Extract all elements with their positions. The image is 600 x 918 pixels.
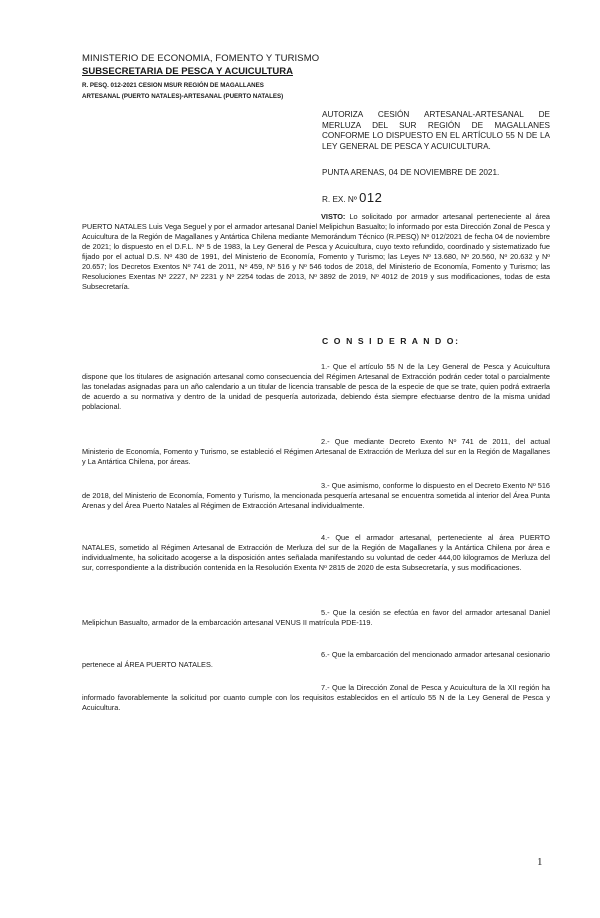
considerando-4 bbox=[82, 533, 550, 573]
visto-text: Lo solicitado por armador artesanal perteneciente al área PUERTO NATALES Luis Vega Seguel y por el armador artesanal Daniel Melipichun Basualto; lo informado por esta Dirección Zonal de Pesca y Acuicultura de la Región de Magallanes y Antártica Chilena mediante Memorándum Técnico (R.PESQ) Nº 012/2021 de fecha 04 de noviembre de 2021; lo dispuesto en el D.F.L. Nº 5 de 1983, la Ley General de Pesca y Acuicultura, cuyo texto refundido, coordinado y sistematizado fue fijado por el actual D.S. Nº 430 de 1991, del Ministerio de Economía, Fomento y Turismo; las Leyes Nº 13.680, Nº 20.560, Nº 20.632 y Nº 20.657; los Decretos Exentos Nº 741 de 2011, Nº 459, Nº 516 y Nº 546 todos de 2018, del Ministerio de Economía, Fomento y Turismo; las Resoluciones Exentas Nº 2227, Nº 2231 y Nº 2254 todas de 2013, Nº 3892 de 2019, Nº 4012 de 2019 y sus modificaciones, todas de esta Subsecretaría. bbox=[82, 212, 551, 292]
visto-section bbox=[82, 212, 550, 292]
subsecretaria-name: SUBSECRETARIA DE PESCA Y ACUICULTURA bbox=[82, 66, 293, 77]
letterhead bbox=[82, 53, 342, 102]
considerando-text: 2.- Que mediante Decreto Exento Nº 741 de 2011, del actual Ministerio de Economía, Fomento y Turismo, se estableció el Régimen Artesanal de Extracción de Merluza del sur en la Región de Magallanes y La Antártica Chilena, por áreas. bbox=[82, 437, 550, 467]
considerando-text: 7.- Que la Dirección Zonal de Pesca y Acuicultura de la XII región ha informado favorablemente la solicitud por cuanto cumple con los requisitos establecidos en el artículo 55 N de la Ley General de Pesca y Acuicultura. bbox=[82, 683, 550, 713]
visto-label: VISTO: bbox=[321, 212, 346, 221]
considerando-text: 1.- Que el artículo 55 N de la Ley General de Pesca y Acuicultura dispone que los titulares de asignación artesanal como consecuencia del Régimen Artesanal de Extracción podrán ceder total o parcialmente las toneladas asignadas para un año calendario a un titular de licencia transable de pesca de la especie de que se trate, quien podrá extraerla de acuerdo a su normativa y dentro de la unidad de pesquería autorizada, debiendo ésta siempre efectuarse dentro de la misma unidad poblacional. bbox=[82, 362, 550, 412]
considerando-5 bbox=[82, 608, 550, 628]
resolution-number-value: 012 bbox=[359, 190, 383, 205]
considerando-1 bbox=[82, 362, 550, 412]
considerando-text: 4.- Que el armador artesanal, perteneciente al área PUERTO NATALES, sometido al Régimen Artesanal de Extracción de Merluza del sur de la Región de Magallanes y la Antártica Chilena por área e individualmente, ha solicitado acogerse a la disposición antes señalada manifestando su voluntad de ceder 444,00 kilogramos de Merluza del sur, correspondiente a la distribución contenida en la Resolución Exenta Nº 2815 de 2020 de esta Subsecretaría, y sus modificaciones. bbox=[82, 533, 550, 573]
considerando-6 bbox=[82, 650, 550, 670]
resolution-prefix: R. EX. Nº bbox=[322, 195, 357, 204]
page-number: 1 bbox=[537, 856, 543, 868]
reference-line-2: ARTESANAL (PUERTO NATALES)-ARTESANAL (PUERTO NATALES) bbox=[82, 93, 284, 100]
considerando-heading: C O N S I D E R A N D O: bbox=[322, 336, 460, 346]
resolution-title: AUTORIZA CESIÓN ARTESANAL-ARTESANAL DE MERLUZA DEL SUR REGIÓN DE MAGALLANES CONFORME LO DISPUESTO EN EL ARTÍCULO 55 N DE LA LEY GENERAL DE PESCA Y ACUICULTURA. bbox=[322, 110, 550, 151]
considerando-text: 3.- Que asimismo, conforme lo dispuesto en el Decreto Exento Nº 516 de 2018, del Ministerio de Economía, Fomento y Turismo, la mencionada pesquería artesanal se encuentra sometida al interior del Área Punta Arenas y del Área Puerto Natales al Régimen de Extracción Artesanal individualmente. bbox=[82, 481, 550, 511]
considerando-text: 5.- Que la cesión se efectúa en favor del armador artesanal Daniel Melipichun Basualto, armador de la embarcación artesanal VENUS II matrícula PDE-119. bbox=[82, 608, 550, 628]
considerando-7 bbox=[82, 683, 550, 713]
considerando-2 bbox=[82, 437, 550, 467]
resolution-number bbox=[322, 190, 382, 205]
considerando-text: 6.- Que la embarcación del mencionado armador artesanal cesionario pertenece al ÁREA PUERTO NATALES. bbox=[82, 650, 550, 670]
ministry-name: MINISTERIO DE ECONOMIA, FOMENTO Y TURISMO bbox=[82, 53, 320, 64]
place-date: PUNTA ARENAS, 04 DE NOVIEMBRE DE 2021. bbox=[322, 168, 500, 177]
reference-line-1: R. PESQ. 012-2021 CESION MSUR REGIÓN DE MAGALLANES bbox=[82, 82, 264, 89]
considerando-3 bbox=[82, 481, 550, 511]
